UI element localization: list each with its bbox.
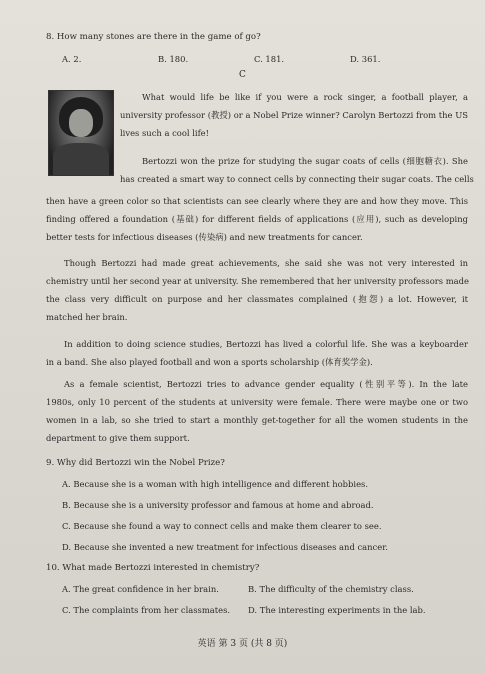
passage-paragraph-1 [120, 88, 468, 142]
passage-line: As a female scientist, Bertozzi tries to advance gender equality (性别平等). In the late [64, 379, 468, 389]
passage-line: chemistry until her second year at university. She remembered that her university professors made [46, 276, 469, 286]
passage-line: women in a lab, so she tried to start a monthly get-together for all the women students in the [46, 415, 468, 425]
passage-line: the class very difficult on purpose and her classmates complained (抱怨) a lot. However, it [46, 294, 468, 304]
passage-line: finding offered a foundation (基础) for different fields of applications (应用), such as developing [46, 214, 468, 224]
passage-paragraph-4 [46, 335, 468, 371]
passage-line: What would life be like if you were a rock singer, a football player, a [142, 92, 468, 102]
q9-option-a: A. Because she is a woman with high intelligence and different hobbies. [62, 479, 368, 489]
q9-option-c: C. Because she found a way to connect cells and make them clearer to see. [62, 521, 382, 531]
passage-line: In addition to doing science studies, Bertozzi has lived a colorful life. She was a keyboarder [64, 339, 468, 349]
passage-line: matched her brain. [46, 312, 128, 322]
q8-stem: 8. How many stones are there in the game of go? [46, 32, 261, 42]
passage-line: in a band. She also played football and won a sports scholarship (体育奖学金). [46, 357, 373, 367]
q10-option-d: D. The interesting experiments in the lab. [248, 605, 426, 615]
passage-line: lives such a cool life! [120, 128, 209, 138]
passage-line: department to give them support. [46, 433, 190, 443]
q8-option-b: B. 180. [158, 54, 189, 64]
q8-option-d: D. 361. [350, 54, 381, 64]
section-label: C [239, 70, 246, 80]
passage-line: university professor (教授) or a Nobel Prize winner? Carolyn Bertozzi from the US [120, 110, 468, 120]
q9-option-d: D. Because she invented a new treatment for infectious diseases and cancer. [62, 542, 388, 552]
q10-option-a: A. The great confidence in her brain. [62, 584, 219, 594]
passage-paragraph-2a [120, 152, 474, 188]
passage-paragraph-2b [46, 192, 468, 246]
page-footer: 英语 第 3 页 (共 8 页) [197, 639, 288, 649]
passage-line: has created a smart way to connect cells by connecting their sugar coats. The cells [120, 174, 474, 184]
q10-stem: 10. What made Bertozzi interested in chemistry? [46, 563, 260, 573]
q8-option-a: A. 2. [62, 54, 82, 64]
passage-line: Bertozzi won the prize for studying the sugar coats of cells (细胞糖衣). She [142, 156, 468, 166]
passage-line: then have a green color so that scientists can see clearly where they are and how they move. This [46, 196, 468, 206]
passage-paragraph-5 [46, 375, 468, 447]
passage-line: Though Bertozzi had made great achievements, she said she was not very interested in [64, 258, 468, 268]
q10-option-c: C. The complaints from her classmates. [62, 605, 231, 615]
passage-line: better tests for infectious diseases (传染病) and new treatments for cancer. [46, 232, 363, 242]
portrait-photo [48, 90, 114, 176]
passage-paragraph-3 [46, 254, 468, 326]
q9-option-b: B. Because she is a university professor and famous at home and abroad. [62, 500, 374, 510]
q8-option-c: C. 181. [254, 54, 285, 64]
passage-line: 1980s, only 10 percent of the students at university were female. There were maybe one or two [46, 397, 468, 407]
q9-stem: 9. Why did Bertozzi win the Nobel Prize? [46, 458, 225, 468]
q10-option-b: B. The difficulty of the chemistry class. [248, 584, 414, 594]
